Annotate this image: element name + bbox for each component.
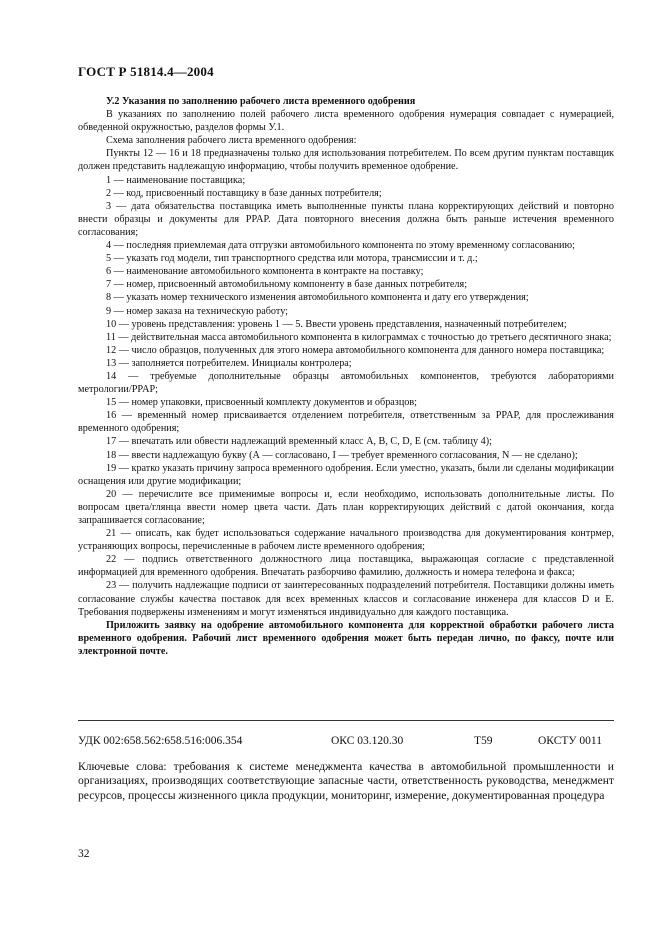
paragraph: 17 — впечатать или обвести надлежащий временный класс А, В, С, D, Е (см. таблицу 4);	[106, 436, 492, 448]
paragraph: 8 — указать номер технического изменения автомобильного компонента и дату его утверждения;	[106, 292, 529, 304]
paragraph: 20 — перечислите все применимые вопросы и, если необходимо, использовать дополнительные листы. По вопросам цвета/глянца ввести номер цвета части. Дать план корректирующих действий с датой окончания, когда запрашивается согласование;	[78, 488, 614, 526]
paragraph: Пункты 12 — 16 и 18 предназначены только для использования потребителем. По всем другим пунктам поставщик должен представить надлежащую информацию, чтобы получить временное одобрение.	[78, 148, 614, 173]
paragraph: 1 — наименование поставщика;	[106, 174, 246, 186]
paragraph: 11 — действительная масса автомобильного компонента в килограммах с точностью до третьего десятичного знака;	[106, 331, 612, 343]
horizontal-rule	[78, 720, 614, 721]
paragraph: 5 — указать год модели, тип транспортного средства или мотора, трансмиссии и т. д.;	[106, 253, 478, 265]
okstu-code: ОКСТУ 0011	[538, 735, 602, 747]
paragraph: 15 — номер упаковки, присвоенный комплекту документов и образцов;	[106, 397, 418, 409]
paragraph: 22 — подпись ответственного должностного лица поставщика, выражающая согласие с представленной информацией для временного одобрения. Впечатать разборчиво фамилию, должность и номера телефона и факса;	[78, 554, 614, 579]
paragraph: В указаниях по заполнению полей рабочего листа временного одобрения нумерация совпадает с нумерацией, обведенной окружностью, разделов формы У.1.	[78, 109, 614, 134]
paragraph: 14 — требуемые дополнительные образцы автомобильных компонентов, требуются лабораториями метрологии/PPAP;	[78, 370, 614, 396]
paragraph: 9 — номер заказа на техническую работу;	[106, 305, 288, 317]
paragraph: 2 — код, присвоенный поставщику в базе данных потребителя;	[106, 187, 382, 199]
paragraph-list	[78, 108, 614, 619]
paragraph: 19 — кратко указать причину запроса временного одобрения. Если уместно, указать, были ли сделаны модификации оснащения или другие модификации;	[78, 462, 614, 487]
paragraph: 13 — заполняется потребителем. Инициалы контролера;	[106, 357, 352, 369]
keywords-paragraph: Ключевые слова: требования к системе менеджмента качества в автомобильной промышленности и организациях, производящих соответствующие запасные части, ответственность руководства, менеджмент ресурсов, процессы жизненного цикла продукции, мониторинг, измерение, документированная процедура	[78, 760, 614, 802]
paragraph: 3 — дата обязательства поставщика иметь выполненные пункты плана корректирующих действий и повторно внести образцы и документы для PPAP. Дата повторного внесения должна быть раньше истечения временного согласования;	[78, 200, 614, 238]
page-number: 32	[78, 848, 90, 860]
paragraph: 23 — получить надлежащие подписи от заинтересованных подразделений потребителя. Поставщики должны иметь согласование службы качества поставок для всех временных классов и согласование инженера для классов D и Е. Требования подвержены изменениям и могут изменяться индивидуально для каждого поставщика.	[78, 580, 614, 618]
oks-code: ОКС 03.120.30	[331, 735, 404, 747]
udk-code: УДК 002:658.562:658.516:006.354	[78, 735, 243, 747]
paragraph: 18 — ввести надлежащую букву (А — согласовано, I — требует временного согласования, N — не сделано);	[106, 449, 578, 461]
paragraph: 7 — номер, присвоенный автомобильному компоненту в базе данных потребителя;	[106, 279, 468, 291]
paragraph: Схема заполнения рабочего листа временного одобрения:	[106, 135, 357, 147]
paragraph: 21 — описать, как будет использоваться содержание начального производства для документирования контрмер, устраняющих вопросы, перечисленные в рабочем листе временного одобрения;	[78, 528, 614, 553]
bold-note: Приложить заявку на одобрение автомобильного компонента для корректной обработки рабочего листа временного одобрения. Рабочий лист временного одобрения может быть передан лично, по факсу, почте или электронной почте.	[78, 619, 614, 657]
classification-line	[78, 735, 614, 751]
paragraph: 16 — временный номер присваивается отделением потребителя, ответственным за PPAP, для прослеживания временного одобрения;	[78, 410, 614, 435]
paragraph: 12 — число образцов, полученных для этого номера автомобильного компонента для данного номера поставщика;	[106, 344, 605, 356]
section-content	[78, 95, 614, 658]
paragraph: 10 — уровень представления: уровень 1 — 5. Ввести уровень представления, назначенный потребителем;	[106, 318, 567, 330]
paragraph: 4 — последняя приемлемая дата отгрузки автомобильного компонента по этому временному согласованию;	[106, 240, 575, 252]
document-header: ГОСТ Р 51814.4—2004	[78, 64, 214, 79]
section-title: У.2 Указания по заполнению рабочего листа временного одобрения	[106, 96, 416, 107]
t-code: Т59	[474, 735, 493, 747]
paragraph: 6 — наименование автомобильного компонента в контракте на поставку;	[106, 266, 424, 278]
